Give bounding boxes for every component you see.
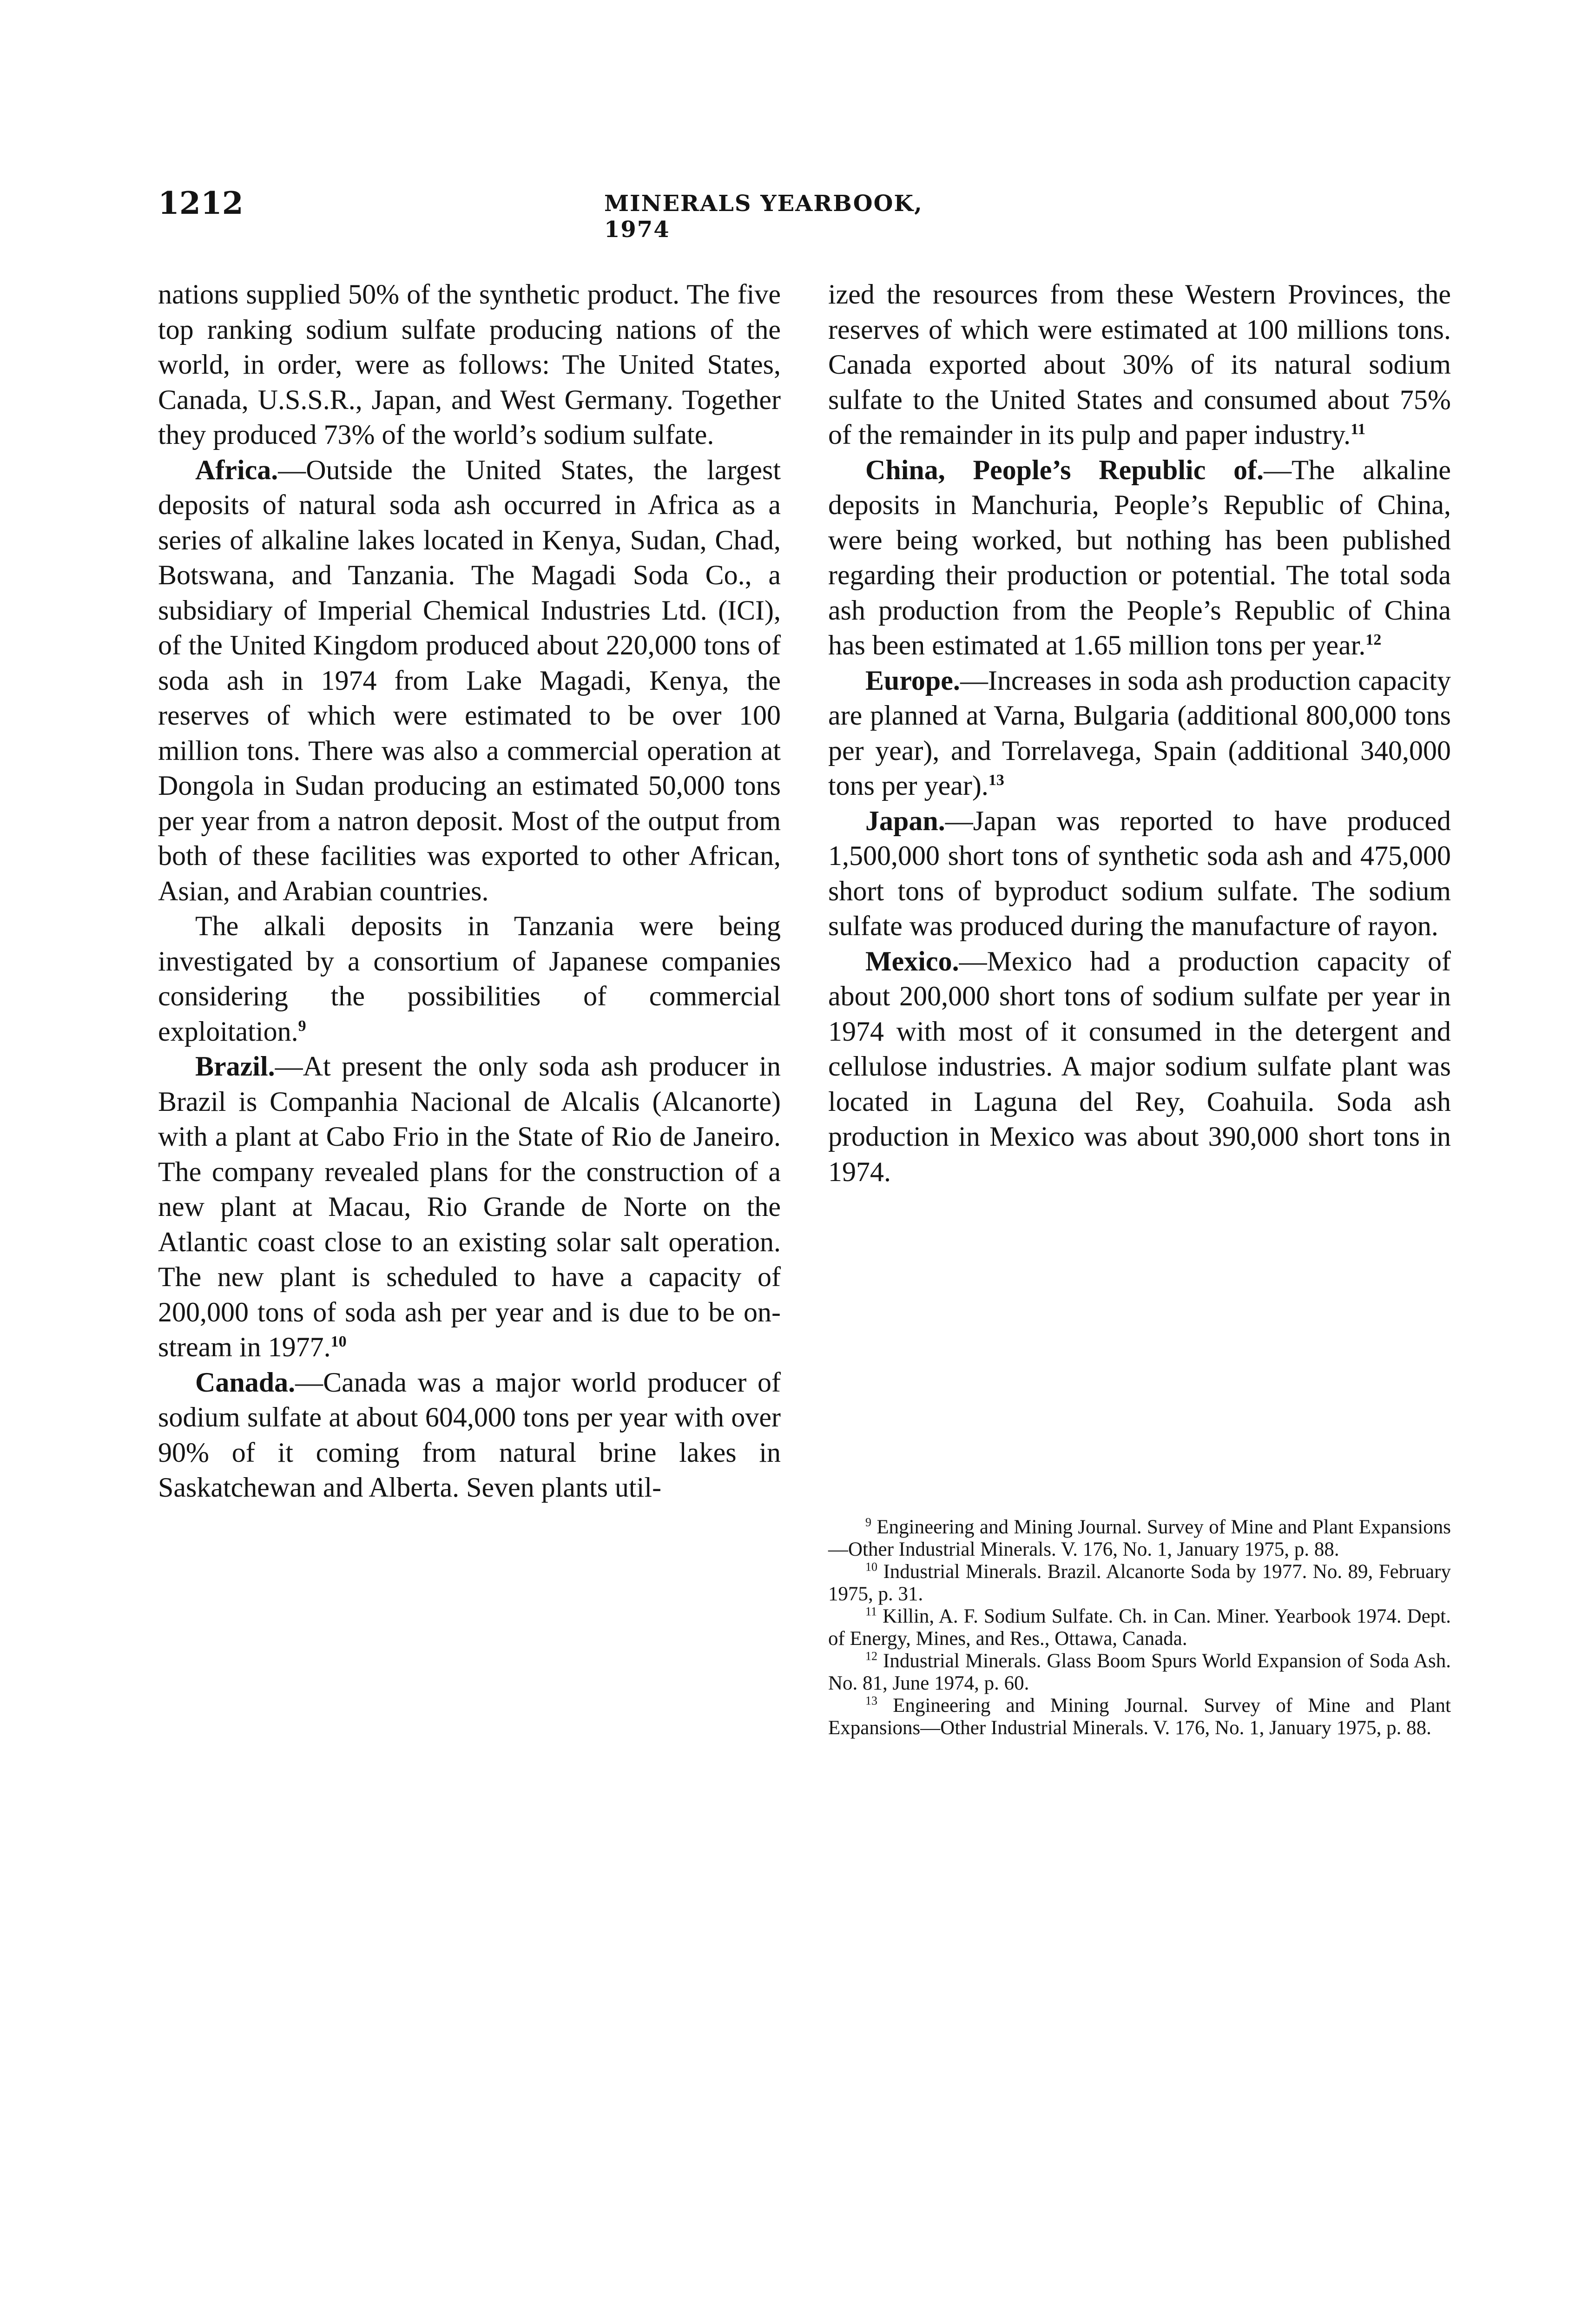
- footnote-mark: 12: [865, 1649, 877, 1663]
- footnote-ref-10: 10: [330, 1333, 347, 1350]
- section-text-canada-continued: ized the resources from these Western Provinces, the reserves of which were estimated at 100 millions tons. Canada exported about 30% of its natural sodium sulfate to the United States and consumed about 75% of the remainder in its pulp and paper industry.: [828, 279, 1451, 450]
- footnote-ref-11: 11: [1351, 421, 1366, 438]
- section-text-brazil: —At present the only soda ash producer in Brazil is Companhia Nacional de Alcalis (Alcanorte) with a plant at Cabo Frio in the State of Rio de Janeiro. The company revealed plans for the construction of a new plant at Macau, Rio Grande de Norte on the Atlantic coast close to an existing solar salt operation. The new plant is scheduled to have a capacity of 200,000 tons of soda ash per year and is due to be on-stream in 1977.: [158, 1051, 781, 1362]
- footnote: [828, 1516, 1451, 1561]
- footnote-mark: 9: [865, 1515, 871, 1529]
- section-europe: [828, 663, 1451, 804]
- section-brazil: [158, 1049, 781, 1365]
- footnotes: [828, 1516, 1451, 1739]
- section-title-china: China, People’s Republic of.: [865, 454, 1264, 485]
- right-column: [828, 277, 1451, 1189]
- footnote-ref-9: 9: [298, 1017, 306, 1035]
- running-head: MINERALS YEARBOOK, 1974: [604, 191, 923, 243]
- footnote: [828, 1650, 1451, 1695]
- section-text-mexico: —Mexico had a production capacity of about 200,000 short tons of sodium sulfate per year in 1974 with most of it consumed in the detergent and cellulose industries. A major sodium sulfate plant was located in Laguna del Rey, Coahuila. Soda ash production in Mexico was about 390,000 short tons in 1974.: [828, 945, 1451, 1187]
- footnote: [828, 1605, 1451, 1650]
- footnote: [828, 1561, 1451, 1605]
- section-text-china: —The alkaline deposits in Manchuria, People’s Republic of China, were being worked, but nothing has been published regarding their production or potential. The total soda ash production from the People’s Republic of China has been estimated at 1.65 million tons per year.: [828, 454, 1451, 660]
- section-text-africa: —Outside the United States, the largest deposits of natural soda ash occurred in Africa as a series of alkaline lakes located in Kenya, Sudan, Chad, Botswana, and Tanzania. The Magadi Soda Co., a subsidiary of Imperial Chemical Industries Ltd. (ICI), of the United Kingdom produced about 220,000 tons of soda ash in 1974 from Lake Magadi, Kenya, the reserves of which were estimated to be over 100 million tons. There was also a commercial operation at Dongola in Sudan producing an estimated 50,000 tons per year from a natron deposit. Most of the output from both of these facilities was exported to other African, Asian, and Arabian countries.: [158, 454, 781, 906]
- section-africa: [158, 453, 781, 909]
- page-header: [158, 185, 990, 243]
- page-number: 1212: [158, 185, 244, 221]
- footnote-text: Industrial Minerals. Glass Boom Spurs World Expansion of Soda Ash. No. 81, June 1974, p. 60.: [828, 1650, 1451, 1694]
- section-mexico: [828, 944, 1451, 1190]
- paragraph-text-tanzania: The alkali deposits in Tanzania were being investigated by a consortium of Japanese companies considering the possibilities of commercial exploitation.: [158, 911, 781, 1047]
- section-china: [828, 453, 1451, 663]
- section-title-japan: Japan.: [865, 805, 945, 836]
- section-title-europe: Europe.: [865, 665, 960, 696]
- footnote-text: Killin, A. F. Sodium Sulfate. Ch. in Can. Miner. Yearbook 1974. Dept. of Energy, Mines, and Res., Ottawa, Canada.: [828, 1605, 1451, 1650]
- footnote-text: Engineering and Mining Journal. Survey of Mine and Plant Expansions—Other Industrial Minerals. V. 176, No. 1, January 1975, p. 88.: [828, 1695, 1451, 1739]
- section-title-africa: Africa.: [195, 454, 278, 485]
- paragraph-synthetic-product: nations supplied 50% of the synthetic product. The five top ranking sodium sulfate producing nations of the world, in order, were as follows: The United States, Canada, U.S.S.R., Japan, and West Germany. Together they produced 73% of the world’s sodium sulfate.: [158, 279, 781, 450]
- paragraph-tanzania: [158, 909, 781, 1049]
- footnote-text: Engineering and Mining Journal. Survey of Mine and Plant Expansions—Other Industrial Minerals. V. 176, No. 1, January 1975, p. 88.: [828, 1516, 1451, 1560]
- section-title-mexico: Mexico.: [865, 945, 959, 977]
- left-column: [158, 277, 781, 1505]
- footnote-mark: 13: [865, 1694, 877, 1708]
- footnote-ref-12: 12: [1365, 631, 1382, 648]
- section-title-brazil: Brazil.: [195, 1051, 275, 1082]
- section-japan: [828, 804, 1451, 944]
- section-canada: [158, 1365, 781, 1505]
- section-text-canada: —Canada was a major world producer of sodium sulfate at about 604,000 tons per year with over 90% of it coming from natural brine lakes in Saskatchewan and Alberta. Seven plants util-: [158, 1367, 781, 1503]
- footnote-mark: 10: [865, 1560, 877, 1574]
- section-title-canada: Canada.: [195, 1367, 296, 1398]
- section-canada-continued: [828, 277, 1451, 453]
- footnote-ref-13: 13: [988, 772, 1004, 789]
- footnote-mark: 11: [865, 1604, 877, 1618]
- footnote: [828, 1695, 1451, 1739]
- section-text-japan: —Japan was reported to have produced 1,500,000 short tons of synthetic soda ash and 475,000 short tons of byproduct sodium sulfate. The sodium sulfate was produced during the manufacture of rayon.: [828, 805, 1451, 941]
- section-text-europe: —Increases in soda ash production capacity are planned at Varna, Bulgaria (additional 800,000 tons per year), and Torrelavega, Spain (additional 340,000 tons per year).: [828, 665, 1451, 801]
- footnote-text: Industrial Minerals. Brazil. Alcanorte Soda by 1977. No. 89, February 1975, p. 31.: [828, 1561, 1451, 1605]
